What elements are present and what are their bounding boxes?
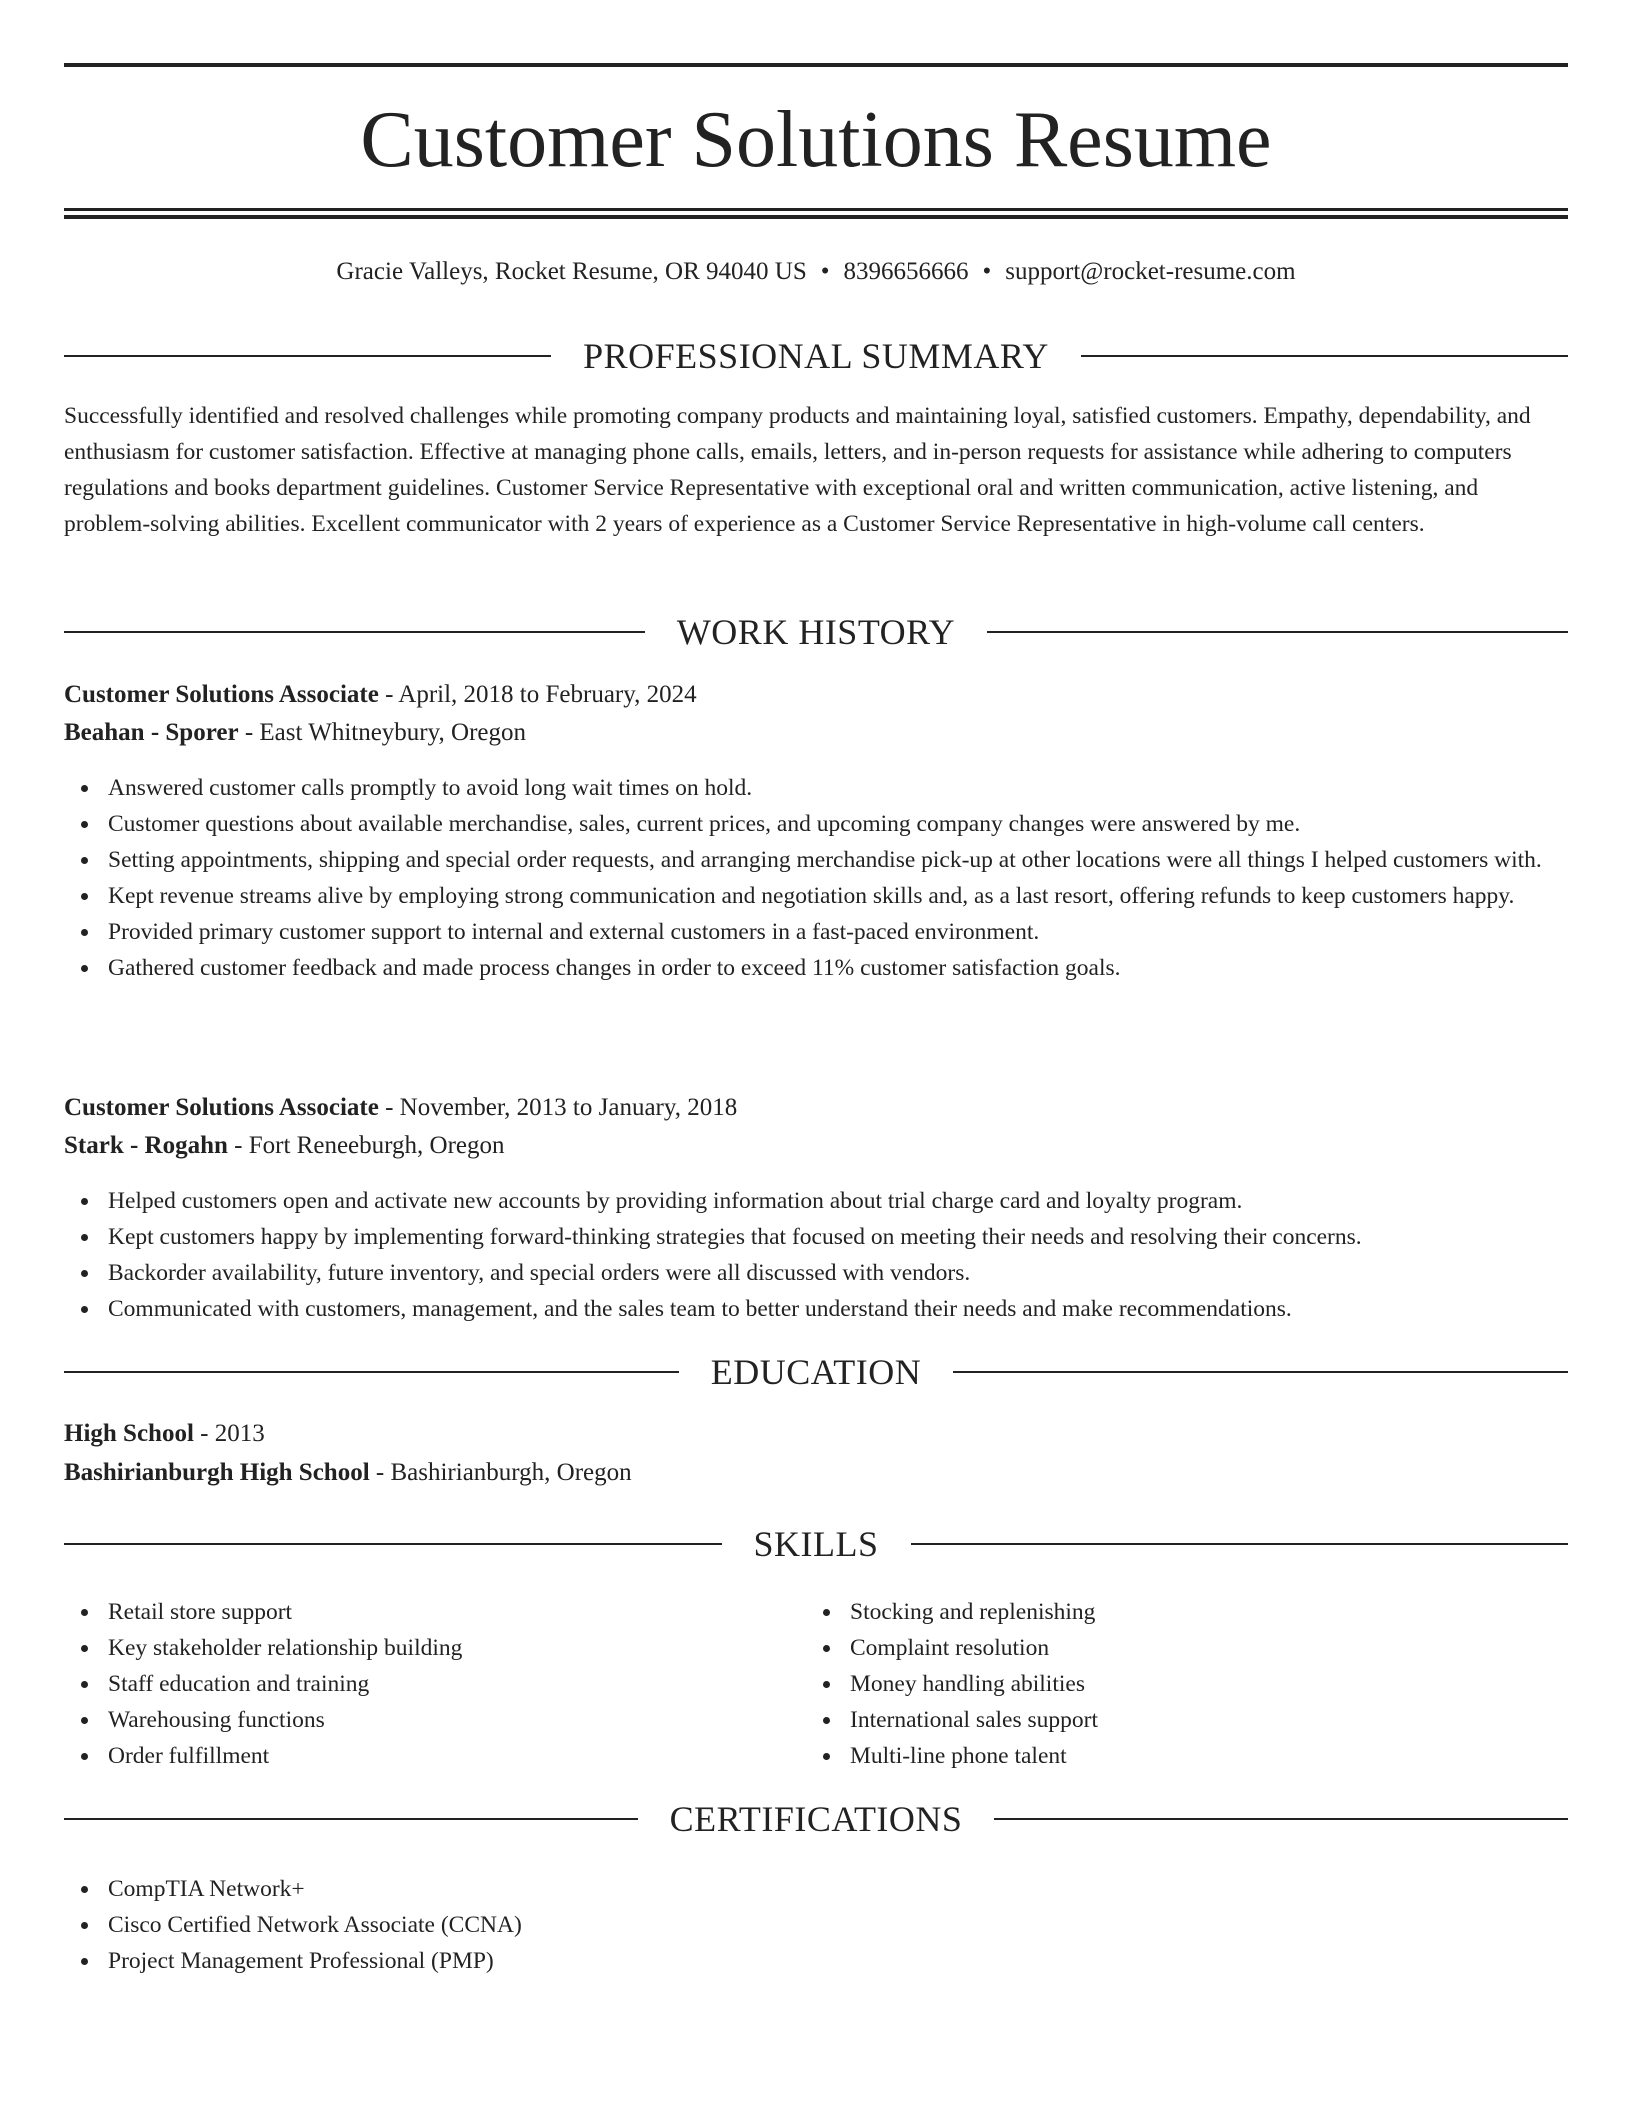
certifications-list: [64, 1871, 1568, 1979]
list-item: Provided primary customer support to internal and external customers in a fast-paced environment.: [64, 914, 1568, 950]
skills-list-left: [64, 1594, 764, 1774]
list-item: Order fulfillment: [64, 1738, 764, 1774]
job-company-line: [64, 1127, 1568, 1165]
list-item: Complaint resolution: [806, 1630, 1506, 1666]
list-item: Staff education and training: [64, 1666, 764, 1702]
job-bullets: [64, 770, 1568, 986]
title-rule-lower: [64, 215, 1568, 219]
document-title: Customer Solutions Resume: [360, 96, 1272, 184]
job-location: - Fort Reneeburgh, Oregon: [227, 1132, 505, 1159]
list-item: Stocking and replenishing: [806, 1594, 1506, 1630]
list-item: Project Management Professional (PMP): [64, 1943, 1568, 1979]
job-location: - East Whitneybury, Oregon: [238, 719, 526, 746]
section-heading-education: [64, 1350, 1568, 1394]
section-title: WORK HISTORY: [676, 612, 956, 652]
section-title: PROFESSIONAL SUMMARY: [583, 336, 1049, 376]
job-bullets: [64, 1183, 1568, 1327]
heading-rule-right: [911, 1543, 1569, 1545]
contact-address: Gracie Valleys, Rocket Resume, OR 94040 US: [336, 258, 807, 285]
job-company: Beahan - Sporer: [64, 719, 239, 746]
list-item: Communicated with customers, management, and the sales team to better understand their needs and make recommendations.: [64, 1291, 1568, 1327]
education-year: - 2013: [193, 1420, 265, 1447]
contact-separator: •: [820, 258, 830, 285]
contact-phone: 8396656666: [843, 258, 969, 285]
job-title: Customer Solutions Associate: [64, 681, 379, 708]
education-degree: High School: [64, 1420, 194, 1447]
education-location: - Bashirianburgh, Oregon: [369, 1459, 632, 1486]
job-title: Customer Solutions Associate: [64, 1094, 379, 1121]
heading-rule-right: [953, 1371, 1568, 1373]
heading-rule-right: [1081, 355, 1568, 357]
contact-line: [64, 254, 1568, 290]
education-school: Bashirianburgh High School: [64, 1459, 370, 1486]
heading-rule-left: [64, 1818, 638, 1820]
list-item: Kept customers happy by implementing forward-thinking strategies that focused on meeting their needs and resolving their concerns.: [64, 1219, 1568, 1255]
list-item: Helped customers open and activate new accounts by providing information about trial charge card and loyalty program.: [64, 1183, 1568, 1219]
list-item: Key stakeholder relationship building: [64, 1630, 764, 1666]
job-company: Stark - Rogahn: [64, 1132, 228, 1159]
section-heading-certifications: [64, 1797, 1568, 1841]
section-heading-summary: [64, 334, 1568, 378]
list-item: Backorder availability, future inventory, and special orders were all discussed with vendors.: [64, 1255, 1568, 1291]
section-title: EDUCATION: [710, 1352, 922, 1392]
list-item: Retail store support: [64, 1594, 764, 1630]
education-degree-line: [64, 1415, 1568, 1453]
job-dates: - April, 2018 to February, 2024: [378, 681, 697, 708]
top-rule: [64, 63, 1568, 67]
section-heading-work-history: [64, 610, 1568, 654]
heading-rule-right: [994, 1818, 1568, 1820]
list-item: Answered customer calls promptly to avoid long wait times on hold.: [64, 770, 1568, 806]
summary-text: Successfully identified and resolved challenges while promoting company products and maintaining loyal, satisfied customers. Empathy, dependability, and enthusiasm for customer satisfaction. Effective at managing phone calls, emails, letters, and in-person requests for assistance while adhering to computers regulations and books department guidelines. Customer Service Representative with exceptional oral and written communication, active listening, and problem-solving abilities. Excellent communicator with 2 years of experience as a Customer Service Representative in high-volume call centers.: [64, 403, 1531, 537]
job-company-line: [64, 714, 1568, 752]
skills-list-right: [806, 1594, 1506, 1774]
list-item: Customer questions about available merchandise, sales, current prices, and upcoming company changes were answered by me.: [64, 806, 1568, 842]
heading-rule-right: [987, 631, 1568, 633]
contact-separator: •: [982, 258, 992, 285]
education-school-line: [64, 1454, 1568, 1492]
contact-email: support@rocket-resume.com: [1005, 258, 1296, 285]
job-dates: - November, 2013 to January, 2018: [378, 1094, 738, 1121]
list-item: Kept revenue streams alive by employing strong communication and negotiation skills and, as a last resort, offering refunds to keep customers happy.: [64, 878, 1568, 914]
list-item: Multi-line phone talent: [806, 1738, 1506, 1774]
list-item: International sales support: [806, 1702, 1506, 1738]
list-item: Gathered customer feedback and made process changes in order to exceed 11% customer satisfaction goals.: [64, 950, 1568, 986]
list-item: CompTIA Network+: [64, 1871, 1568, 1907]
job-title-line: [64, 1089, 1568, 1127]
section-title: CERTIFICATIONS: [669, 1799, 963, 1839]
heading-rule-left: [64, 631, 645, 633]
job-title-line: [64, 676, 1568, 714]
section-heading-skills: [64, 1522, 1568, 1566]
title-rule-upper: [64, 208, 1568, 211]
heading-rule-left: [64, 1543, 722, 1545]
list-item: Cisco Certified Network Associate (CCNA): [64, 1907, 1568, 1943]
heading-rule-left: [64, 355, 551, 357]
section-title: SKILLS: [753, 1524, 879, 1564]
list-item: Money handling abilities: [806, 1666, 1506, 1702]
heading-rule-left: [64, 1371, 679, 1373]
list-item: Setting appointments, shipping and special order requests, and arranging merchandise pick-up at other locations were all things I helped customers with.: [64, 842, 1568, 878]
list-item: Warehousing functions: [64, 1702, 764, 1738]
